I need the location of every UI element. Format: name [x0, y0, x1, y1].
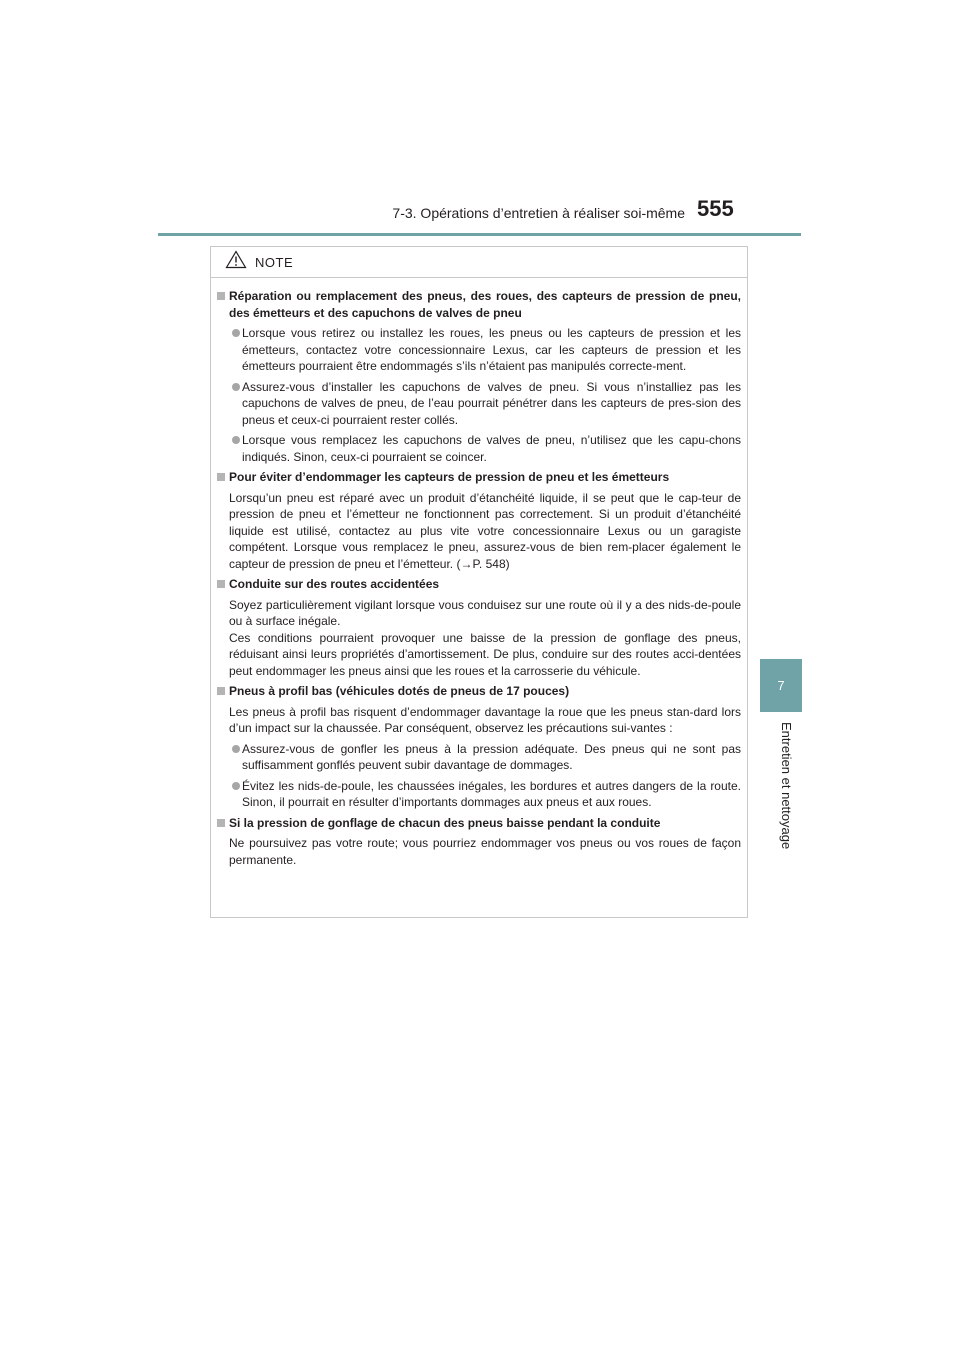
- list-item: Évitez les nids-de-poule, les chaussées inégales, les bordures et autres dangers de la route. Sinon, il pourrait en résulter d’importants dommages aux pneus et aux roues.: [217, 778, 741, 811]
- list-item: Lorsque vous retirez ou installez les roues, les pneus ou les capteurs de pression et les émetteurs, contactez votre concessionnaire Lexus, car les capteurs de pression et les émetteurs pourraient être endommagés s’ils n’étaient pas manipulés correcte-ment.: [217, 325, 741, 375]
- square-bullet-icon: [217, 473, 225, 481]
- note-box: [210, 246, 748, 918]
- header-section-title: 7-3. Opérations d’entretien à réaliser soi-même: [392, 205, 685, 221]
- square-bullet-icon: [217, 687, 225, 695]
- section-title: Réparation ou remplacement des pneus, des roues, des capteurs de pression de pneu, des émetteurs et des capuchons de valves de pneu: [217, 288, 741, 321]
- paragraph: Les pneus à profil bas risquent d’endommager davantage la roue que les pneus stan-dard lors d’un impact sur la chaussée. Par conséquent, observez les précautions sui-vantes :: [229, 704, 741, 735]
- note-label: NOTE: [255, 254, 294, 270]
- list-item: Lorsque vous remplacez les capuchons de valves de pneu, n’utilisez que les capu-chons indiqués. Sinon, ceux-ci pourraient se coincer.: [217, 432, 741, 465]
- list-item: Assurez-vous d’installer les capuchons de valves de pneu. Si vous n’installiez pas les capuchons de valves de pneu, de l’eau pourrait pénétrer dans les capteurs de pres-sion des pneus et ceux-ci pourraient rester collés.: [217, 379, 741, 429]
- note-header: [211, 247, 747, 278]
- section-title: Pneus à profil bas (véhicules dotés de pneus de 17 pouces): [217, 683, 741, 700]
- square-bullet-icon: [217, 292, 225, 300]
- round-bullet-icon: [232, 782, 240, 790]
- header-rule: [158, 233, 801, 236]
- section-title: Si la pression de gonflage de chacun des pneus baisse pendant la conduite: [217, 815, 741, 832]
- warning-triangle-icon: [225, 250, 247, 274]
- round-bullet-icon: [232, 329, 240, 337]
- chapter-title: Entretien et nettoyage: [779, 722, 794, 850]
- section-title: Pour éviter d’endommager les capteurs de pression de pneu et les émetteurs: [217, 469, 741, 486]
- note-body: [211, 278, 747, 868]
- paragraph: Ne poursuivez pas votre route; vous pourriez endommager vos pneus ou vos roues de façon permanente.: [229, 836, 741, 867]
- paragraph: Lorsqu’un pneu est réparé avec un produit d’étanchéité liquide, il se peut que le cap-teur de pression de pneu et l’émetteur ne fonctionnent pas correctement. Si un produit d’étanchéité liquide est utilisé, contactez au plus vite votre concessionnaire Lexus ou un garagiste compétent. Lorsque vous remplacez le pneu, assurez-vous de bien rem-placer également le capteur de pression de pneu et l’émetteur. (→P. 548): [229, 490, 741, 571]
- page-number: 555: [697, 196, 734, 221]
- square-bullet-icon: [217, 580, 225, 588]
- chapter-tab: 7: [760, 659, 802, 712]
- square-bullet-icon: [217, 819, 225, 827]
- list-item: Assurez-vous de gonfler les pneus à la pression adéquate. Des pneus qui ne sont pas suffisamment gonflés peuvent subir davantage de dommages.: [217, 741, 741, 774]
- round-bullet-icon: [232, 745, 240, 753]
- round-bullet-icon: [232, 383, 240, 391]
- paragraph: Soyez particulièrement vigilant lorsque vous conduisez sur une route où il y a des nids-de-poule ou à surface inégale.: [229, 597, 741, 628]
- paragraph: Ces conditions pourraient provoquer une baisse de la pression de gonflage des pneus, réduisant ainsi leurs propriétés d’amortissement. De plus, conduire sur des routes acci-dentées peut endommager les pneus ainsi que les roues et la carrosserie du véhicule.: [229, 630, 741, 678]
- section-title: Conduite sur des routes accidentées: [217, 576, 741, 593]
- round-bullet-icon: [232, 436, 240, 444]
